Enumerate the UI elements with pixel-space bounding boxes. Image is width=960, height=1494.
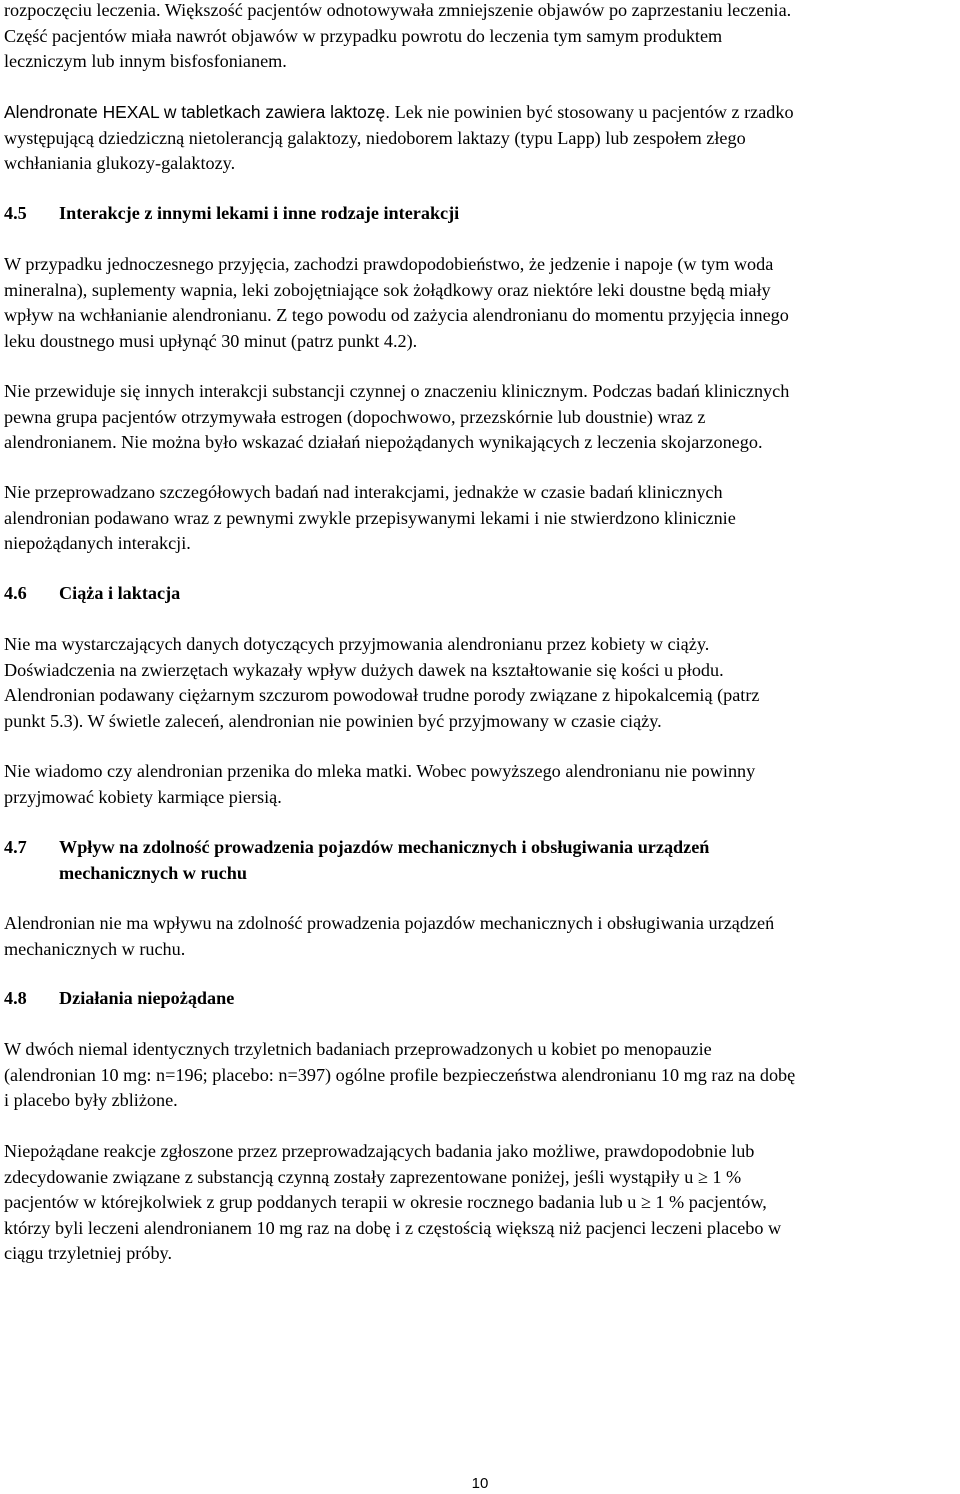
text-line: leku doustnego musi upłynąć 30 minut (patrz punkt 4.2).	[4, 330, 418, 351]
section-title: Interakcje z innymi lekami i inne rodzaje interakcji	[59, 203, 460, 223]
driving-paragraph	[4, 911, 960, 962]
text-line: (alendronian 10 mg: n=196; placebo: n=397) ogólne profile bezpieczeństwa alendronianu 10 mg raz na dobę	[4, 1064, 796, 1085]
section-title	[59, 835, 709, 886]
adverse-effects-paragraph-2	[4, 1139, 960, 1267]
interactions-paragraph-2	[4, 379, 960, 456]
text-line: alendronian podawano wraz z pewnymi zwykle przepisywanymi lekami i nie stwierdzono klinicznie	[4, 507, 736, 528]
pregnancy-paragraph-1	[4, 632, 960, 734]
text-line: którzy byli leczeni alendronianem 10 mg raz na dobę i z częstością większą niż pacjenci leczeni placebo w	[4, 1217, 782, 1238]
text-line: Niepożądane reakcje zgłoszone przez przeprowadzających badania jako możliwe, prawdopodobnie lub	[4, 1141, 755, 1161]
section-title: Ciąża i laktacja	[59, 583, 181, 603]
text-line: mechanicznych w ruchu.	[4, 938, 186, 959]
page-number: 10	[471, 1475, 489, 1492]
section-title-line: Wpływ na zdolność prowadzenia pojazdów mechanicznych i obsługiwania urządzeń	[59, 837, 710, 857]
pregnancy-paragraph-2	[4, 759, 960, 810]
text-fragment: Lek nie powinien być stosowany u pacjentów z rzadko	[390, 102, 794, 122]
text-line: niepożądanych interakcji.	[4, 533, 191, 553]
adverse-effects-paragraph-1	[4, 1037, 960, 1114]
section-number: 4.5	[4, 203, 27, 223]
lactose-paragraph	[4, 100, 960, 177]
product-name-sentence: Alendronate HEXAL w tabletkach zawiera laktozę.	[4, 102, 391, 122]
text-line: punkt 5.3). W świetle zaleceń, alendronian nie powinien być przyjmowany w czasie ciąży.	[4, 710, 662, 731]
text-line: Doświadczenia na zwierzętach wykazały wpływ dużych dawek na kształtowanie się kości u płodu.	[4, 659, 724, 680]
section-heading-4-7	[4, 835, 904, 886]
text-line: mineralna), suplementy wapnia, leki zobojętniające sok żołądkowy oraz niektóre leki doustne będą miały	[4, 279, 771, 300]
section-number: 4.8	[4, 988, 27, 1008]
text-line: Nie przeprowadzano szczegółowych badań nad interakcjami, jednakże w czasie badań klinicznych	[4, 482, 723, 502]
text-line: rozpoczęciu leczenia. Większość pacjentów odnotowywała zmniejszenie objawów po zaprzestaniu leczenia.	[4, 0, 792, 20]
text-line: alendronianem. Nie można było wskazać działań niepożądanych wynikających z leczenia skojarzonego.	[4, 432, 763, 452]
section-number: 4.6	[4, 583, 27, 603]
text-line: Część pacjentów miała nawrót objawów w przypadku powrotu do leczenia tym samym produktem	[4, 25, 723, 46]
interactions-paragraph-3	[4, 480, 960, 557]
text-line: Nie ma wystarczających danych dotyczących przyjmowania alendronianu przez kobiety w ciąży.	[4, 634, 710, 654]
text-line: pewna grupa pacjentów otrzymywała estrogen (dopochwowo, przezskórnie lub doustnie) wraz z	[4, 406, 706, 427]
text-line: przyjmować kobiety karmiące piersią.	[4, 786, 282, 807]
section-number: 4.7	[4, 837, 27, 857]
text-line: Alendronian nie ma wpływu na zdolność prowadzenia pojazdów mechanicznych i obsługiwania urządzeń	[4, 913, 775, 933]
text-line: wpływ na wchłanianie alendronianu. Z tego powodu od zażycia alendronianu do momentu przyjęcia innego	[4, 305, 789, 325]
text-line: wchłaniania glukozy-galaktozy.	[4, 153, 236, 173]
section-title-line: mechanicznych w ruchu	[59, 862, 247, 883]
text-line: ciągu trzyletniej próby.	[4, 1243, 173, 1263]
text-line: pacjentów w którejkolwiek z grup poddanych terapii w okresie rocznego badania lub u ≥ 1 % pacjentów,	[4, 1192, 767, 1212]
text-line: i placebo były zbliżone.	[4, 1090, 178, 1110]
text-line: występującą dziedziczną nietolerancją galaktozy, niedoborem laktazy (typu Lapp) lub zespołem złego	[4, 127, 746, 148]
text-line: W dwóch niemal identycznych trzyletnich badaniach przeprowadzonych u kobiet po menopauzie	[4, 1039, 712, 1059]
text-line: leczniczym lub innym bisfosfonianem.	[4, 51, 287, 71]
text-line: Nie wiadomo czy alendronian przenika do mleka matki. Wobec powyższego alendronianu nie powinny	[4, 761, 756, 781]
intro-paragraph	[4, 0, 960, 75]
text-line	[4, 100, 960, 126]
text-line: W przypadku jednoczesnego przyjęcia, zachodzi prawdopodobieństwo, że jedzenie i napoje (w tym woda	[4, 254, 774, 274]
text-line: Nie przewiduje się innych interakcji substancji czynnej o znaczeniu klinicznym. Podczas badań klinicznych	[4, 381, 790, 401]
text-line: zdecydowanie związane z substancją czynną zostały zaprezentowane poniżej, jeśli wystąpiły u ≥ 1 %	[4, 1166, 742, 1187]
section-title: Działania niepożądane	[59, 988, 235, 1008]
text-line: Alendronian podawany ciężarnym szczurom powodował trudne porody związane z hipokalcemią (patrz	[4, 685, 760, 705]
interactions-paragraph-1	[4, 252, 960, 354]
